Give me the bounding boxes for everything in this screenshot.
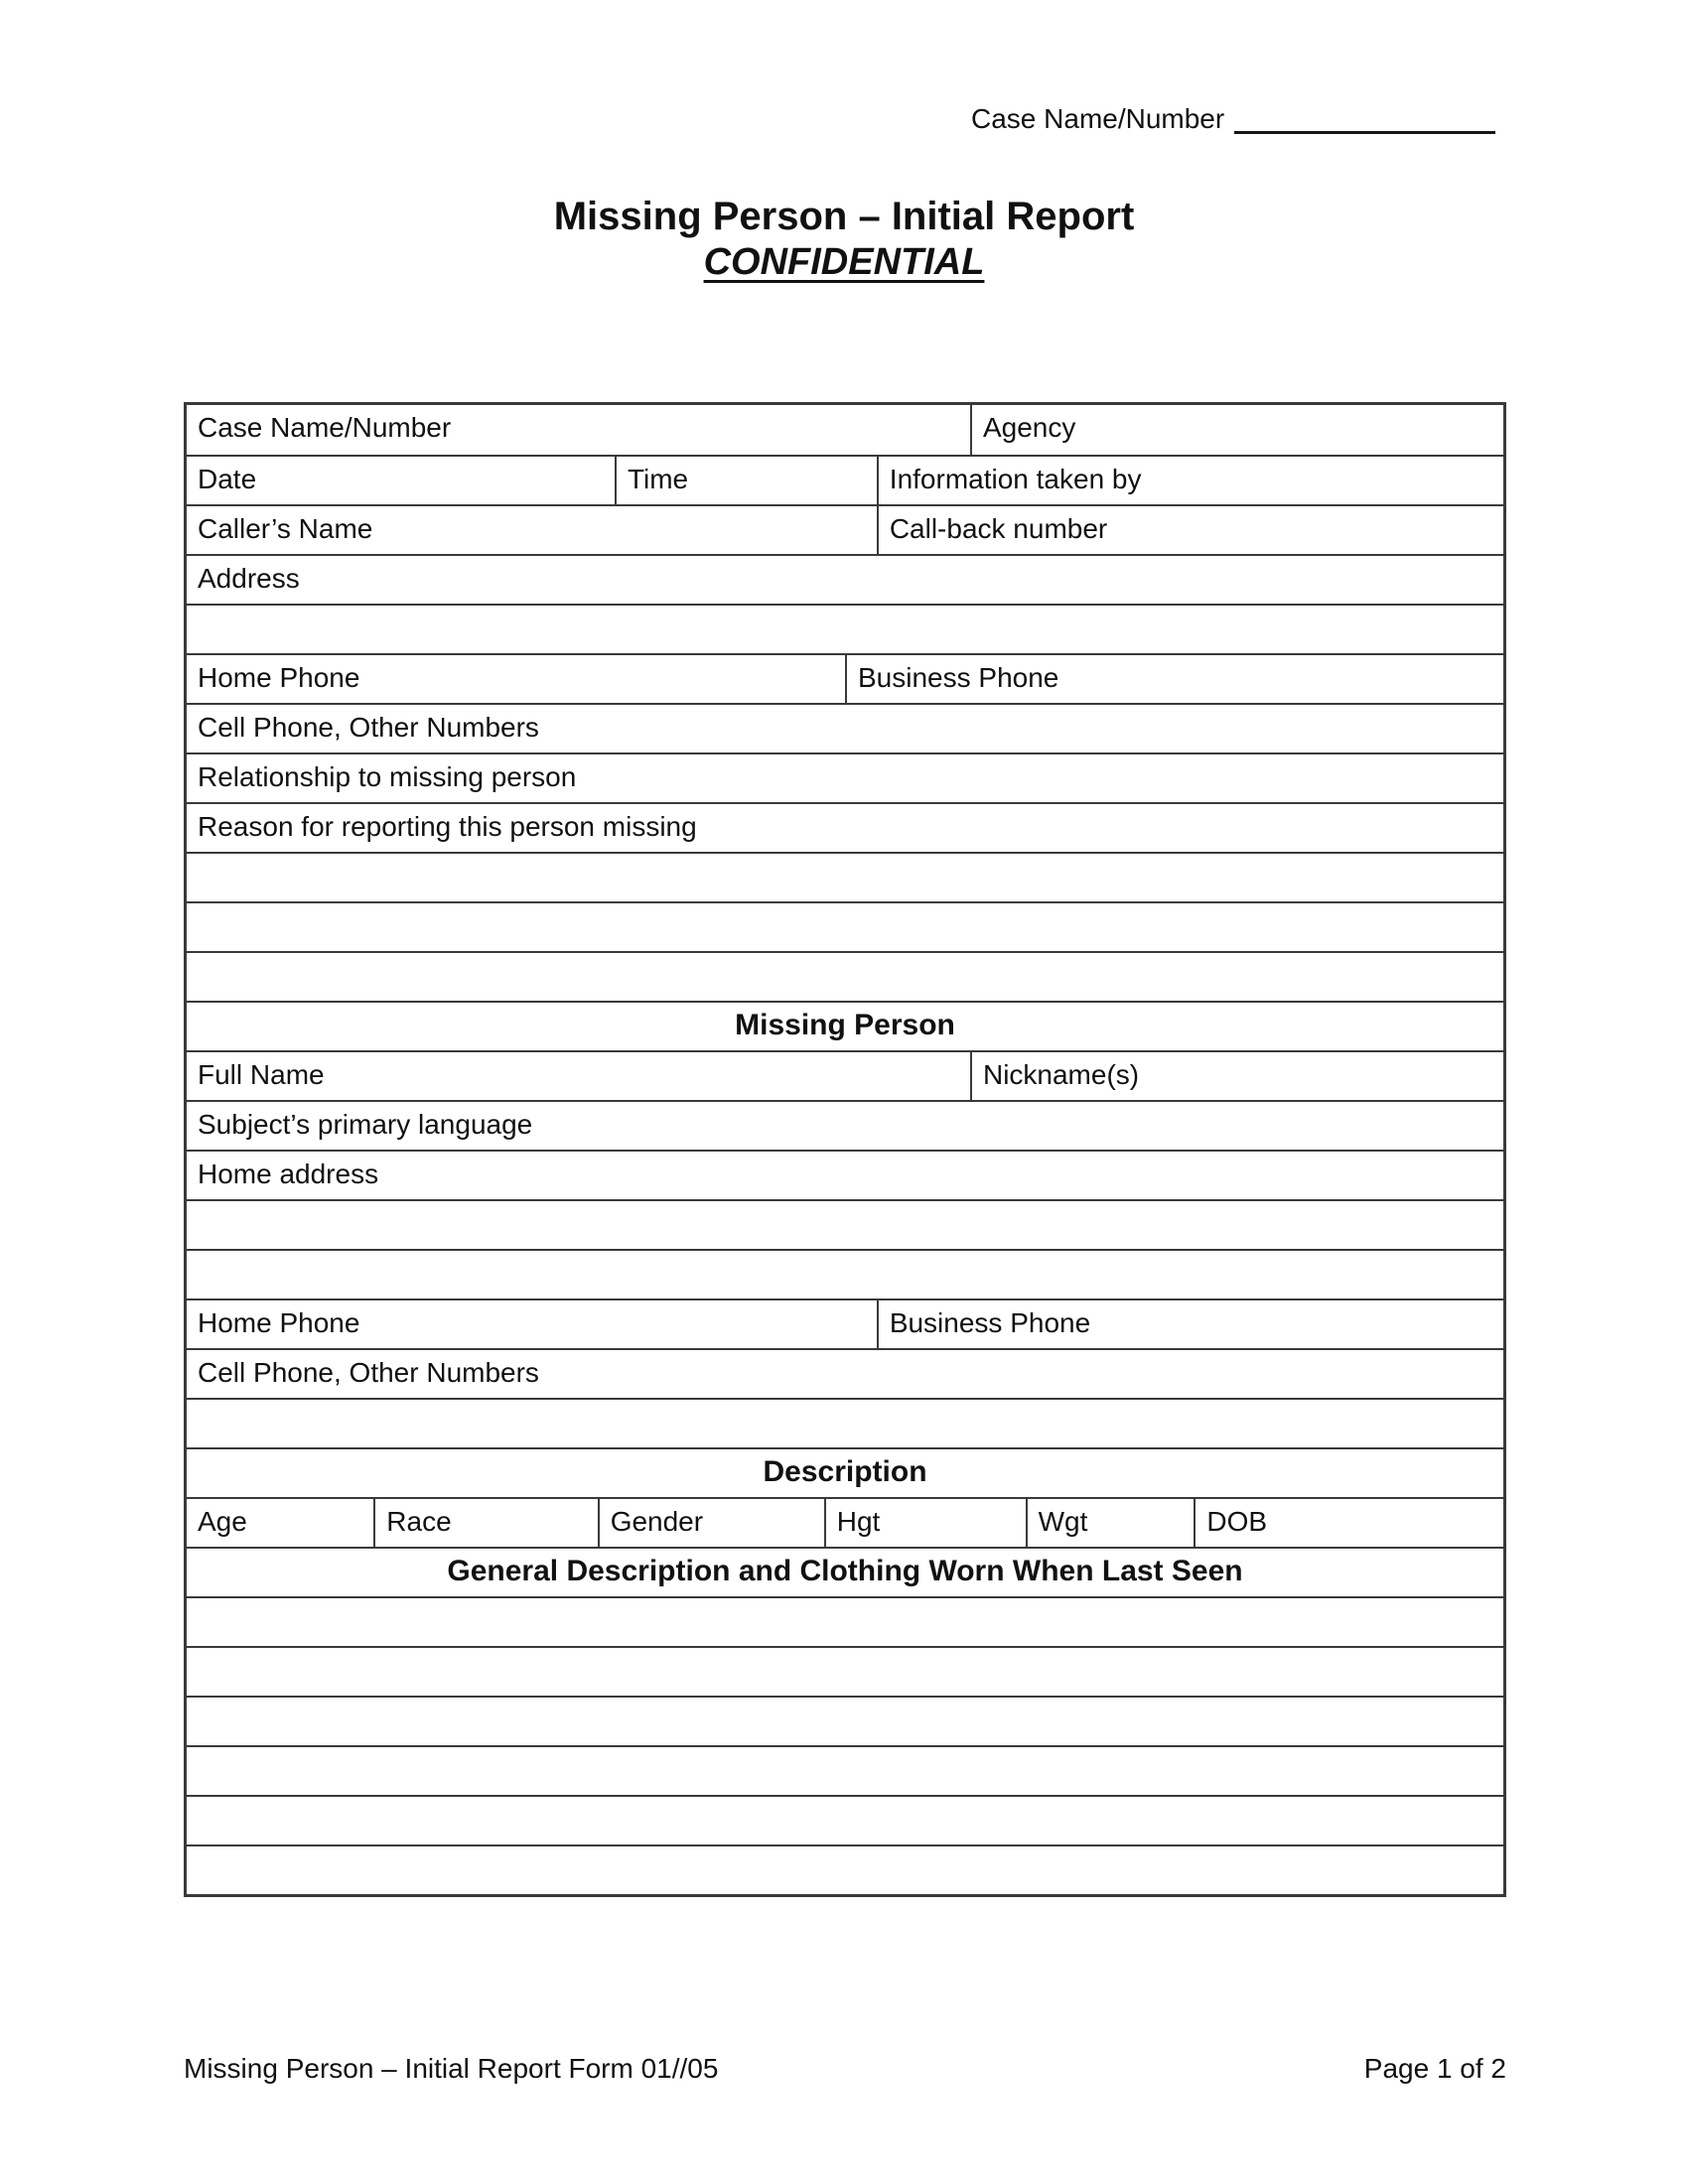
table-row [187, 901, 1503, 951]
table-row [187, 852, 1503, 901]
empty-cell [187, 1201, 1503, 1249]
field-date: Date [198, 464, 257, 494]
table-row [187, 1199, 1503, 1249]
field-reason-for-reporting-this-person-missing: Reason for reporting this person missing [198, 811, 697, 842]
field-address: Address [198, 563, 300, 594]
table-row [187, 1348, 1503, 1398]
field-race: Race [373, 1499, 597, 1547]
field-caller-s-name: Caller’s Name [198, 513, 373, 544]
field-call-back-number: Call-back number [877, 506, 1503, 554]
table-row [187, 405, 1503, 455]
empty-cell [187, 903, 1503, 951]
field-business-phone: Business Phone [877, 1300, 1503, 1348]
empty-cell [187, 1251, 1503, 1298]
section-row [187, 1547, 1503, 1596]
field-home-phone: Home Phone [198, 662, 360, 693]
empty-cell [187, 1648, 1503, 1696]
table-row [187, 604, 1503, 653]
empty-cell [187, 1846, 1503, 1894]
form-table [184, 402, 1506, 1897]
field-full-name: Full Name [198, 1059, 325, 1090]
table-row [187, 1298, 1503, 1348]
field-nickname-s: Nickname(s) [970, 1052, 1503, 1100]
field-hgt: Hgt [824, 1499, 1026, 1547]
field-agency: Agency [970, 405, 1503, 455]
footer-page-number: Page 1 of 2 [1363, 2053, 1506, 2084]
field-time: Time [615, 457, 877, 504]
title-block [0, 194, 1688, 285]
case-name-number-line [971, 101, 1495, 135]
table-row [187, 802, 1503, 852]
table-row [187, 653, 1503, 703]
table-row [187, 504, 1503, 554]
field-home-address: Home address [198, 1159, 379, 1189]
table-row [187, 951, 1503, 1001]
table-row [187, 554, 1503, 604]
empty-cell [187, 854, 1503, 901]
page-title: Missing Person – Initial Report [553, 195, 1135, 238]
table-row [187, 455, 1503, 504]
table-row [187, 703, 1503, 752]
field-dob: DOB [1194, 1499, 1503, 1547]
table-row [187, 1249, 1503, 1298]
table-row [187, 752, 1503, 802]
field-cell-phone-other-numbers: Cell Phone, Other Numbers [198, 1357, 539, 1388]
table-row [187, 1497, 1503, 1547]
field-wgt: Wgt [1026, 1499, 1195, 1547]
empty-cell [187, 953, 1503, 1001]
table-row [187, 1050, 1503, 1100]
table-row [187, 1150, 1503, 1199]
table-row [187, 1596, 1503, 1646]
field-information-taken-by: Information taken by [877, 457, 1503, 504]
table-row [187, 1646, 1503, 1696]
table-row [187, 1844, 1503, 1894]
empty-cell [187, 606, 1503, 653]
table-row [187, 1795, 1503, 1844]
empty-cell [187, 1400, 1503, 1447]
field-subject-s-primary-language: Subject’s primary language [198, 1109, 533, 1140]
table-row [187, 1745, 1503, 1795]
page-footer [184, 2053, 1506, 2085]
table-row [187, 1696, 1503, 1745]
section-row [187, 1001, 1503, 1050]
confidential-label: CONFIDENTIAL [703, 241, 985, 283]
blank-line [1234, 101, 1495, 134]
field-case-name-number: Case Name/Number [198, 412, 452, 443]
empty-cell [187, 1598, 1503, 1646]
table-row [187, 1398, 1503, 1447]
field-business-phone: Business Phone [845, 655, 1503, 703]
empty-cell [187, 1797, 1503, 1844]
empty-cell [187, 1747, 1503, 1795]
field-age: Age [198, 1506, 247, 1537]
field-gender: Gender [598, 1499, 824, 1547]
empty-cell [187, 1698, 1503, 1745]
section-header-missing-person: Missing Person [735, 1009, 955, 1041]
section-row [187, 1447, 1503, 1497]
field-home-phone: Home Phone [198, 1307, 360, 1338]
section-header-general-description-and-clothing-worn-when-last-seen: General Description and Clothing Worn When Last Seen [447, 1555, 1243, 1587]
field-relationship-to-missing-person: Relationship to missing person [198, 761, 577, 792]
table-row [187, 1100, 1503, 1150]
case-name-number-label: Case Name/Number [971, 103, 1225, 134]
section-header-description: Description [763, 1455, 927, 1488]
footer-form-id: Missing Person – Initial Report Form 01//05 [184, 2053, 719, 2084]
field-cell-phone-other-numbers: Cell Phone, Other Numbers [198, 712, 539, 743]
